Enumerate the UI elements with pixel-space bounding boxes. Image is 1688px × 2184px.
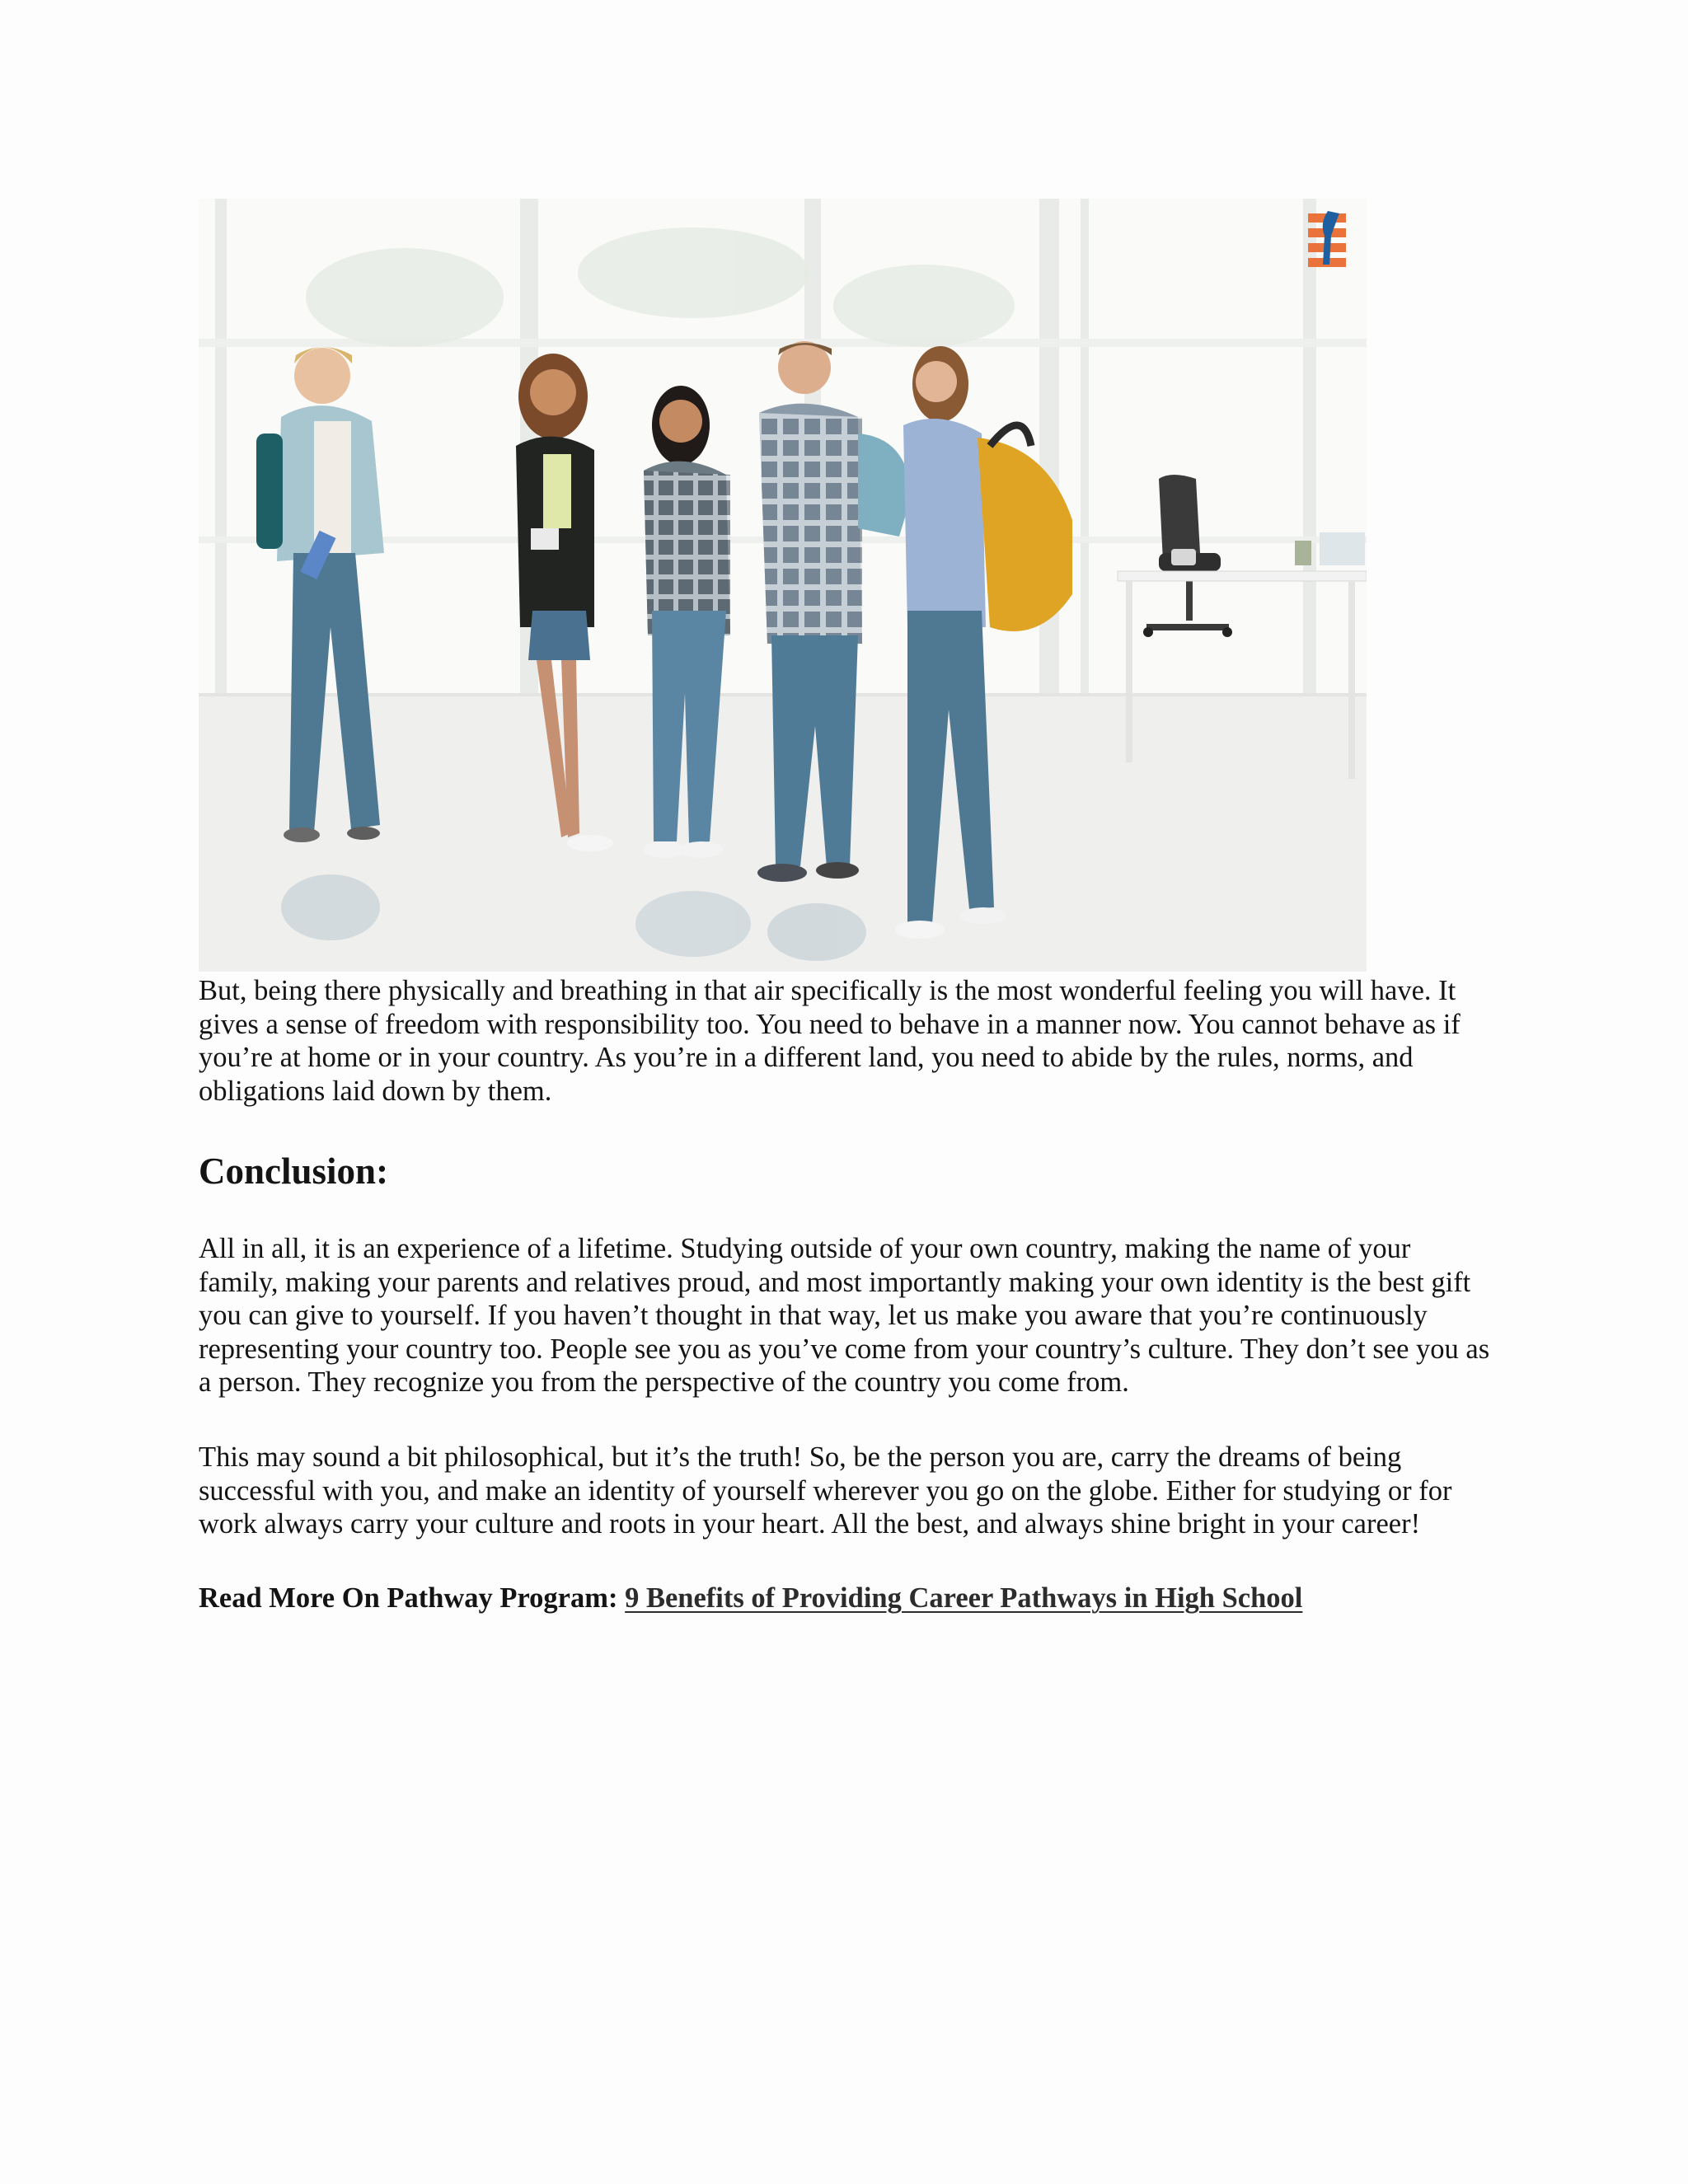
read-more-line <box>199 1582 1302 1615</box>
body-paragraph-3: This may sound a bit philosophical, but it’s the truth! So, be the person you are, carry the dreams of being successful with you, and make an identity of yourself wherever you go on the globe. Either for studying or for work always carry your culture and roots in your heart. All the best, and always shine bright in your career! <box>199 1441 1452 1540</box>
read-more-label: Read More On Pathway Program: <box>199 1582 618 1614</box>
body-paragraph-2: All in all, it is an experience of a lifetime. Studying outside of your own country, making the name of your family, making your parents and relatives proud, and most importantly making your own identity is the best gift you can give to yourself. If you haven’t thought in that way, let us make you aware that you’re continuously representing your country too. People see you as you’ve come from your country’s culture. They don’t see you as a person. They recognize you from the perspective of the country you come from. <box>199 1233 1490 1399</box>
conclusion-heading: Conclusion: <box>199 1151 389 1192</box>
body-paragraph-1: But, being there physically and breathing in that air specifically is the most wonderful feeling you will have. It gives a sense of freedom with responsibility too. You need to behave in a manner now. You cannot behave as if you’re at home or in your country. As you’re in a different land, you need to abide by the rules, norms, and obligations laid down by them. <box>199 975 1461 1107</box>
students-photo <box>199 199 1367 972</box>
read-more-link[interactable]: 9 Benefits of Providing Career Pathways in High School <box>625 1582 1303 1614</box>
